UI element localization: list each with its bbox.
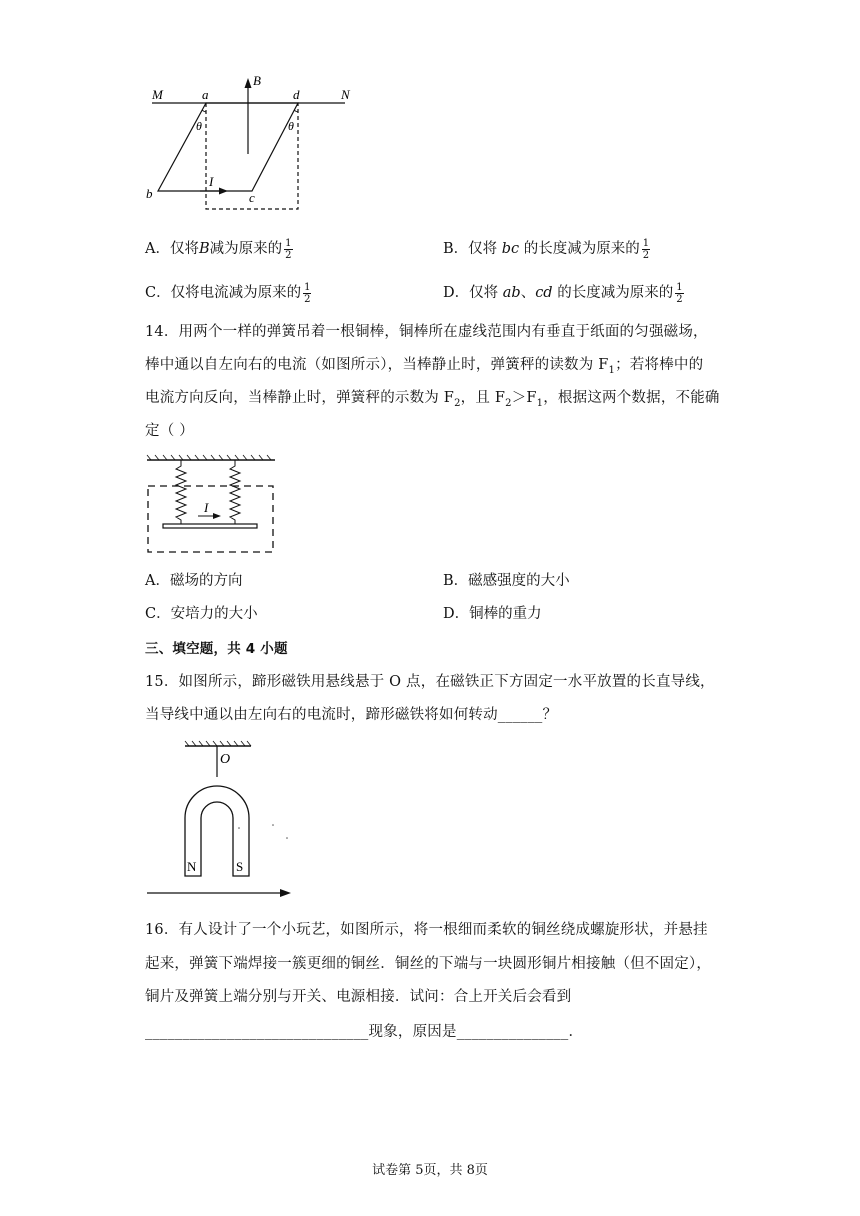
q16-line-4: ______________________________现象，原因是_______________． — [145, 1024, 584, 1040]
q15-label-N: N — [187, 859, 197, 874]
label-b: b — [146, 186, 153, 201]
label-c: c — [249, 190, 255, 205]
q14-option-d: D．铜棒的重力 — [443, 606, 542, 622]
label-I: I — [209, 174, 214, 189]
answer-blank-reason[interactable]: _______________ — [456, 1024, 569, 1040]
label-d: d — [293, 87, 300, 102]
q16-line-1: 16．有人设计了一个小玩艺，如图所示，将一根细而柔软的铜丝绕成螺旋形状，并悬挂 — [145, 922, 708, 938]
q15-label-O: O — [220, 752, 231, 767]
answer-blank-phenomenon[interactable]: ______________________________ — [145, 1024, 369, 1040]
label-a: a — [202, 87, 209, 102]
q14-option-a: A．磁场的方向 — [145, 573, 243, 589]
page-footer: 试卷第 5页，共 8页 — [372, 1163, 488, 1178]
label-theta-right: θ — [288, 119, 294, 133]
label-theta-left: θ — [196, 119, 202, 133]
q14-label-I: I — [204, 500, 209, 515]
label-M: M — [152, 87, 163, 102]
q13-option-a: A．仅将B减为原来的 $\frac{1}{2}$ — [145, 237, 292, 261]
q15-label-S: S — [236, 859, 244, 874]
q14-line-1: 14．用两个一样的弹簧吊着一根铜棒，铜棒所在虚线范围内有垂直于纸面的匀强磁场， — [145, 324, 708, 340]
q13-option-d: D．仅将 ab、cd 的长度减为原来的 $\frac{1}{2}$ — [443, 281, 683, 305]
figure-q14-springs-copper-rod — [143, 452, 278, 556]
q13-option-b: B．仅将 bc 的长度减为原来的 $\frac{1}{2}$ — [443, 237, 650, 261]
label-N: N — [341, 87, 350, 102]
q16-line-2: 起来，弹簧下端焊接一簇更细的铜丝．铜丝的下端与一块圆形铜片相接触（但不固定）， — [145, 956, 712, 972]
q14-line-3: 电流方向反向，当棒静止时，弹簧秤的示数为 $F_2$，且 $F_2>F_1$，根据这两个数据，不能确 — [145, 390, 720, 409]
q14-line-2: 棒中通以自左向右的电流（如图所示），当棒静止时，弹簧秤的读数为 $F_1$；若将棒中的 — [145, 357, 704, 376]
q14-option-b: B．磁感强度的大小 — [443, 573, 570, 589]
q16-line-3: 铜片及弹簧上端分别与开关、电源相接．试问：合上开关后会看到 — [145, 989, 572, 1005]
q14-option-c: C．安培力的大小 — [145, 606, 258, 622]
label-B: B — [253, 73, 261, 88]
q13-option-c: C．仅将电流减为原来的 $\frac{1}{2}$ — [145, 281, 311, 305]
q15-line-1: 15．如图所示，蹄形磁铁用悬线悬于 O 点，在磁铁正下方固定一水平放置的长直导线， — [145, 674, 715, 690]
q15-line-2: 当导线中通以由左向右的电流时，蹄形磁铁将如何转动______？ — [145, 707, 558, 723]
figure-q13-conducting-frame — [140, 70, 370, 215]
figure-q15-horseshoe-magnet — [143, 738, 303, 900]
q14-line-4: 定（ ） — [145, 423, 194, 439]
section-title-fill-in: 三、填空题，共 4 小题 — [145, 641, 288, 657]
